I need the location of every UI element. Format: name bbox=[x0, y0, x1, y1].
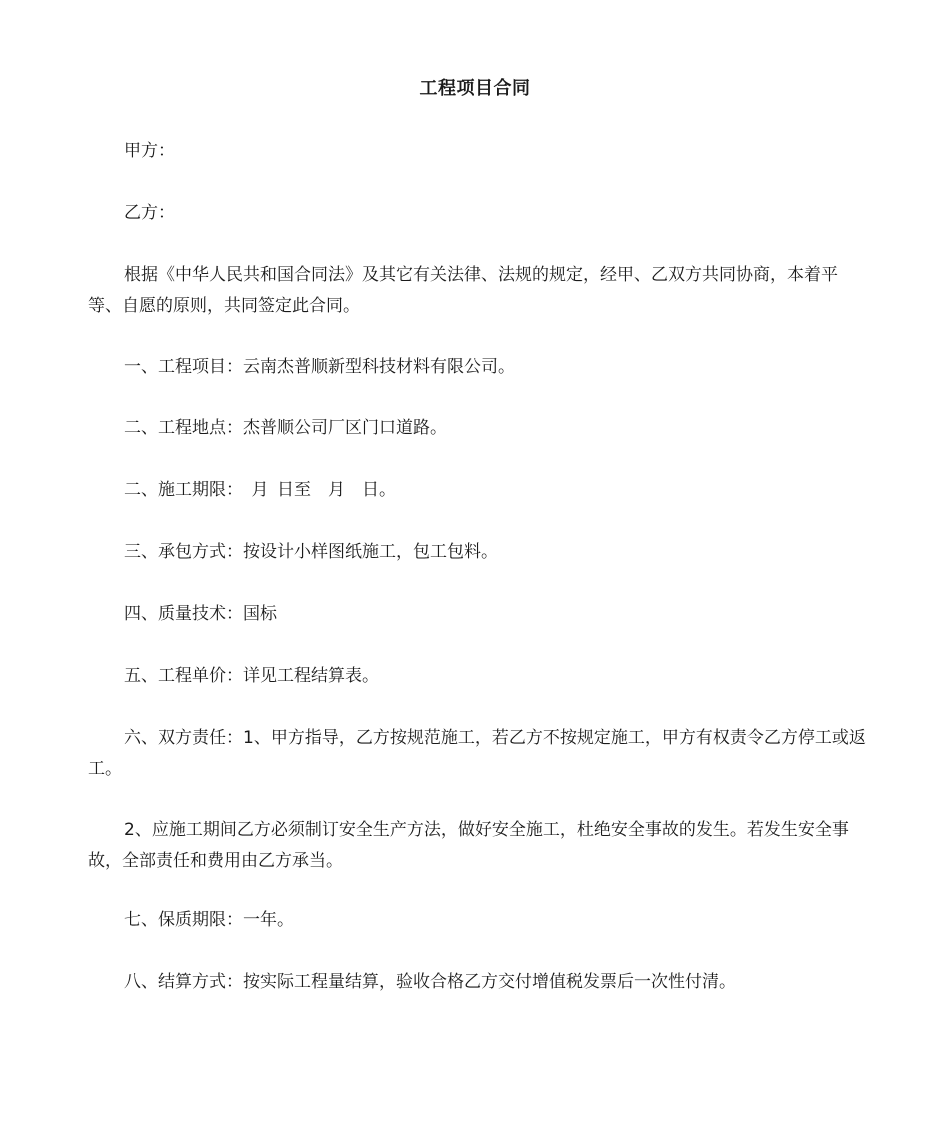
clause-warranty: 七、保质期限：一年。 bbox=[124, 910, 294, 930]
party-b-line: 乙方： bbox=[124, 203, 175, 223]
clause-settlement: 八、结算方式：按实际工程量结算，验收合格乙方交付增值税发票后一次性付清。 bbox=[124, 972, 736, 992]
document-title: 工程项目合同 bbox=[419, 78, 531, 99]
clause-responsibilities-2: 2、应施工期间乙方必须制订安全生产方法，做好安全施工，杜绝安全事故的发生。若发生安全事故，全部责任和费用由乙方承当。 bbox=[88, 820, 849, 871]
clause-contract-method: 三、承包方式：按设计小样图纸施工，包工包料。 bbox=[124, 542, 498, 562]
party-a-line: 甲方： bbox=[124, 141, 175, 161]
clause-quality: 四、质量技术：国标 bbox=[124, 604, 277, 624]
clause-responsibilities-1: 六、双方责任：1、甲方指导，乙方按规范施工，若乙方不按规定施工，甲方有权责令乙方停工或返工。 bbox=[88, 728, 866, 779]
clause-location: 二、工程地点：杰普顺公司厂区门口道路。 bbox=[124, 418, 447, 438]
clause-unit-price: 五、工程单价：详见工程结算表。 bbox=[124, 666, 379, 686]
preamble-paragraph: 根据《中华人民共和国合同法》及其它有关法律、法规的规定，经甲、乙双方共同协商，本着平等、自愿的原则，共同签定此合同。 bbox=[88, 265, 838, 316]
clause-period: 二、施工期限： 月 日至 月 日。 bbox=[124, 480, 396, 500]
clause-project: 一、工程项目：云南杰普顺新型科技材料有限公司。 bbox=[124, 357, 515, 377]
